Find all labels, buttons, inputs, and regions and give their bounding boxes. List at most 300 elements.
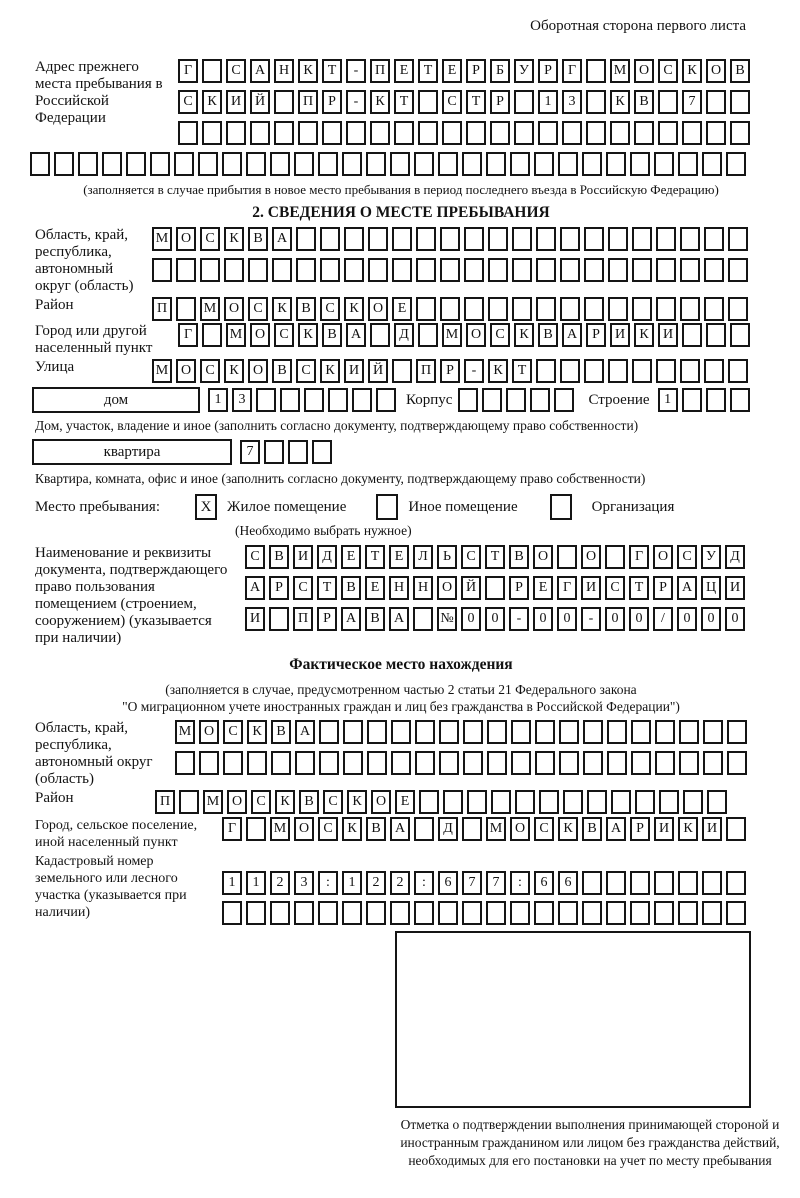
checkbox-zhiloe-pomeshchenie[interactable]: X xyxy=(195,494,217,520)
char-box[interactable] xyxy=(288,440,308,464)
char-box[interactable]: - xyxy=(346,59,366,83)
char-box[interactable]: К xyxy=(682,59,702,83)
char-box[interactable] xyxy=(632,258,652,282)
char-box[interactable]: О xyxy=(466,323,486,347)
char-box[interactable]: К xyxy=(224,359,244,383)
char-box[interactable]: 0 xyxy=(677,607,697,631)
char-box[interactable] xyxy=(443,790,463,814)
char-box[interactable] xyxy=(560,297,580,321)
char-box[interactable] xyxy=(659,790,679,814)
char-box[interactable]: / xyxy=(653,607,673,631)
char-box[interactable] xyxy=(392,359,412,383)
char-box[interactable]: - xyxy=(509,607,529,631)
char-box[interactable] xyxy=(560,359,580,383)
char-box[interactable]: К xyxy=(202,90,222,114)
char-box[interactable] xyxy=(442,121,462,145)
char-box[interactable]: М xyxy=(610,59,630,83)
char-box[interactable]: : xyxy=(414,871,434,895)
char-box[interactable] xyxy=(438,152,458,176)
char-box[interactable]: О xyxy=(224,297,244,321)
char-box[interactable] xyxy=(150,152,170,176)
char-box[interactable] xyxy=(312,440,332,464)
char-box[interactable] xyxy=(584,359,604,383)
char-box[interactable] xyxy=(274,90,294,114)
char-box[interactable]: К xyxy=(370,90,390,114)
char-box[interactable]: А xyxy=(272,227,292,251)
char-box[interactable]: Т xyxy=(322,59,342,83)
char-box[interactable]: У xyxy=(701,545,721,569)
char-box[interactable]: С xyxy=(490,323,510,347)
char-box[interactable] xyxy=(679,720,699,744)
char-box[interactable]: А xyxy=(346,323,366,347)
char-box[interactable] xyxy=(175,751,195,775)
char-box[interactable]: П xyxy=(298,90,318,114)
char-box[interactable] xyxy=(376,388,396,412)
char-box[interactable] xyxy=(462,817,482,841)
char-box[interactable]: И xyxy=(702,817,722,841)
char-box[interactable] xyxy=(246,152,266,176)
char-box[interactable] xyxy=(704,297,724,321)
char-box[interactable]: Н xyxy=(274,59,294,83)
char-box[interactable] xyxy=(270,901,290,925)
apartment-type-box[interactable]: квартира xyxy=(32,439,232,465)
char-box[interactable] xyxy=(296,227,316,251)
char-box[interactable]: 6 xyxy=(534,871,554,895)
char-box[interactable] xyxy=(202,121,222,145)
char-box[interactable] xyxy=(679,751,699,775)
char-box[interactable] xyxy=(534,901,554,925)
char-box[interactable] xyxy=(512,258,532,282)
char-box[interactable]: К xyxy=(275,790,295,814)
char-box[interactable]: О xyxy=(368,297,388,321)
char-box[interactable] xyxy=(366,152,386,176)
char-box[interactable] xyxy=(582,152,602,176)
char-box[interactable]: Р xyxy=(538,59,558,83)
char-box[interactable] xyxy=(126,152,146,176)
char-box[interactable]: С xyxy=(534,817,554,841)
char-box[interactable] xyxy=(680,258,700,282)
char-box[interactable] xyxy=(248,258,268,282)
char-box[interactable] xyxy=(514,121,534,145)
char-box[interactable] xyxy=(654,871,674,895)
char-box[interactable] xyxy=(559,720,579,744)
char-box[interactable]: В xyxy=(365,607,385,631)
char-box[interactable]: В xyxy=(582,817,602,841)
char-box[interactable] xyxy=(458,388,478,412)
char-box[interactable] xyxy=(632,227,652,251)
char-box[interactable] xyxy=(198,152,218,176)
char-box[interactable] xyxy=(352,388,372,412)
char-box[interactable]: 1 xyxy=(246,871,266,895)
char-box[interactable]: А xyxy=(677,576,697,600)
char-box[interactable] xyxy=(678,901,698,925)
char-box[interactable] xyxy=(656,297,676,321)
char-box[interactable] xyxy=(655,720,675,744)
char-box[interactable]: О xyxy=(227,790,247,814)
char-box[interactable] xyxy=(658,90,678,114)
char-box[interactable] xyxy=(726,152,746,176)
char-box[interactable] xyxy=(608,297,628,321)
char-box[interactable] xyxy=(514,90,534,114)
char-box[interactable] xyxy=(539,790,559,814)
char-box[interactable] xyxy=(394,121,414,145)
char-box[interactable] xyxy=(536,359,556,383)
char-box[interactable]: С xyxy=(248,297,268,321)
char-box[interactable] xyxy=(414,901,434,925)
char-box[interactable] xyxy=(707,790,727,814)
char-box[interactable] xyxy=(586,59,606,83)
char-box[interactable]: 0 xyxy=(461,607,481,631)
char-box[interactable]: А xyxy=(245,576,265,600)
char-box[interactable]: О xyxy=(248,359,268,383)
char-box[interactable]: К xyxy=(224,227,244,251)
char-box[interactable] xyxy=(390,152,410,176)
char-box[interactable] xyxy=(682,388,702,412)
char-box[interactable] xyxy=(530,388,550,412)
char-box[interactable] xyxy=(319,720,339,744)
char-box[interactable]: 0 xyxy=(701,607,721,631)
char-box[interactable]: В xyxy=(634,90,654,114)
char-box[interactable] xyxy=(246,901,266,925)
char-box[interactable] xyxy=(320,258,340,282)
char-box[interactable] xyxy=(274,121,294,145)
char-box[interactable] xyxy=(515,790,535,814)
char-box[interactable] xyxy=(630,152,650,176)
char-box[interactable]: П xyxy=(155,790,175,814)
char-box[interactable]: 2 xyxy=(270,871,290,895)
char-box[interactable] xyxy=(608,258,628,282)
char-box[interactable]: О xyxy=(653,545,673,569)
char-box[interactable]: И xyxy=(226,90,246,114)
char-box[interactable]: Т xyxy=(485,545,505,569)
char-box[interactable]: В xyxy=(366,817,386,841)
char-box[interactable]: О xyxy=(294,817,314,841)
char-box[interactable] xyxy=(510,901,530,925)
char-box[interactable] xyxy=(606,871,626,895)
char-box[interactable] xyxy=(587,790,607,814)
char-box[interactable]: М xyxy=(226,323,246,347)
char-box[interactable] xyxy=(563,790,583,814)
char-box[interactable] xyxy=(560,258,580,282)
char-box[interactable]: Р xyxy=(440,359,460,383)
char-box[interactable]: 0 xyxy=(533,607,553,631)
char-box[interactable]: О xyxy=(510,817,530,841)
char-box[interactable]: Г xyxy=(178,59,198,83)
char-box[interactable] xyxy=(78,152,98,176)
house-type-box[interactable]: дом xyxy=(32,387,200,413)
char-box[interactable] xyxy=(557,545,577,569)
char-box[interactable]: К xyxy=(272,297,292,321)
char-box[interactable] xyxy=(280,388,300,412)
char-box[interactable]: И xyxy=(344,359,364,383)
char-box[interactable]: С xyxy=(320,297,340,321)
char-box[interactable] xyxy=(439,751,459,775)
char-box[interactable] xyxy=(294,901,314,925)
char-box[interactable]: К xyxy=(342,817,362,841)
char-box[interactable] xyxy=(415,720,435,744)
char-box[interactable]: К xyxy=(347,790,367,814)
char-box[interactable]: С xyxy=(293,576,313,600)
char-box[interactable] xyxy=(486,152,506,176)
char-box[interactable]: Е xyxy=(341,545,361,569)
char-box[interactable]: О xyxy=(371,790,391,814)
char-box[interactable]: С xyxy=(677,545,697,569)
char-box[interactable]: К xyxy=(610,90,630,114)
char-box[interactable]: 0 xyxy=(629,607,649,631)
char-box[interactable] xyxy=(440,227,460,251)
char-box[interactable] xyxy=(298,121,318,145)
char-box[interactable] xyxy=(486,901,506,925)
char-box[interactable] xyxy=(328,388,348,412)
char-box[interactable] xyxy=(656,258,676,282)
char-box[interactable] xyxy=(490,121,510,145)
char-box[interactable] xyxy=(562,121,582,145)
char-box[interactable]: С xyxy=(200,227,220,251)
char-box[interactable] xyxy=(634,121,654,145)
char-box[interactable]: 1 xyxy=(342,871,362,895)
char-box[interactable]: А xyxy=(389,607,409,631)
char-box[interactable]: М xyxy=(152,359,172,383)
char-box[interactable] xyxy=(414,152,434,176)
char-box[interactable]: К xyxy=(298,59,318,83)
char-box[interactable] xyxy=(730,121,750,145)
char-box[interactable] xyxy=(678,871,698,895)
char-box[interactable] xyxy=(368,227,388,251)
char-box[interactable] xyxy=(304,388,324,412)
char-box[interactable]: - xyxy=(346,90,366,114)
char-box[interactable] xyxy=(320,227,340,251)
char-box[interactable] xyxy=(439,720,459,744)
char-box[interactable] xyxy=(534,152,554,176)
char-box[interactable] xyxy=(584,297,604,321)
char-box[interactable] xyxy=(583,720,603,744)
char-box[interactable] xyxy=(202,59,222,83)
char-box[interactable]: М xyxy=(200,297,220,321)
char-box[interactable] xyxy=(704,359,724,383)
char-box[interactable] xyxy=(440,297,460,321)
char-box[interactable] xyxy=(269,607,289,631)
char-box[interactable] xyxy=(706,323,726,347)
char-box[interactable]: А xyxy=(250,59,270,83)
char-box[interactable]: 6 xyxy=(558,871,578,895)
char-box[interactable]: К xyxy=(344,297,364,321)
char-box[interactable]: О xyxy=(706,59,726,83)
char-box[interactable] xyxy=(342,901,362,925)
char-box[interactable]: 0 xyxy=(557,607,577,631)
char-box[interactable] xyxy=(178,121,198,145)
char-box[interactable] xyxy=(488,297,508,321)
char-box[interactable] xyxy=(506,388,526,412)
char-box[interactable]: Д xyxy=(317,545,337,569)
char-box[interactable] xyxy=(706,388,726,412)
char-box[interactable] xyxy=(728,359,748,383)
char-box[interactable] xyxy=(654,152,674,176)
char-box[interactable] xyxy=(703,751,723,775)
char-box[interactable]: Е xyxy=(394,59,414,83)
char-box[interactable] xyxy=(536,297,556,321)
char-box[interactable] xyxy=(683,790,703,814)
char-box[interactable] xyxy=(102,152,122,176)
char-box[interactable] xyxy=(223,751,243,775)
char-box[interactable] xyxy=(706,121,726,145)
char-box[interactable] xyxy=(586,121,606,145)
char-box[interactable]: В xyxy=(538,323,558,347)
char-box[interactable]: А xyxy=(562,323,582,347)
char-box[interactable] xyxy=(727,751,747,775)
char-box[interactable] xyxy=(726,901,746,925)
char-box[interactable] xyxy=(464,297,484,321)
char-box[interactable] xyxy=(391,720,411,744)
char-box[interactable] xyxy=(655,751,675,775)
char-box[interactable]: Т xyxy=(512,359,532,383)
char-box[interactable] xyxy=(418,121,438,145)
char-box[interactable]: Р xyxy=(490,90,510,114)
char-box[interactable]: Й xyxy=(368,359,388,383)
char-box[interactable]: Р xyxy=(317,607,337,631)
char-box[interactable] xyxy=(703,720,723,744)
char-box[interactable]: К xyxy=(678,817,698,841)
char-box[interactable] xyxy=(702,901,722,925)
char-box[interactable] xyxy=(512,227,532,251)
char-box[interactable] xyxy=(199,751,219,775)
char-box[interactable]: О xyxy=(199,720,219,744)
char-box[interactable]: И xyxy=(725,576,745,600)
char-box[interactable]: Д xyxy=(394,323,414,347)
char-box[interactable] xyxy=(418,323,438,347)
char-box[interactable]: Н xyxy=(413,576,433,600)
char-box[interactable]: Г xyxy=(557,576,577,600)
char-box[interactable] xyxy=(535,720,555,744)
char-box[interactable] xyxy=(467,790,487,814)
char-box[interactable]: 0 xyxy=(725,607,745,631)
char-box[interactable]: Д xyxy=(438,817,458,841)
char-box[interactable]: Р xyxy=(586,323,606,347)
char-box[interactable] xyxy=(706,90,726,114)
char-box[interactable]: О xyxy=(176,227,196,251)
char-box[interactable]: 6 xyxy=(438,871,458,895)
char-box[interactable]: С xyxy=(245,545,265,569)
char-box[interactable]: П xyxy=(370,59,390,83)
char-box[interactable] xyxy=(682,323,702,347)
char-box[interactable] xyxy=(632,359,652,383)
char-box[interactable]: Г xyxy=(562,59,582,83)
char-box[interactable]: Й xyxy=(461,576,481,600)
char-box[interactable]: С xyxy=(274,323,294,347)
char-box[interactable] xyxy=(176,258,196,282)
char-box[interactable]: Т xyxy=(629,576,649,600)
char-box[interactable]: В xyxy=(299,790,319,814)
char-box[interactable] xyxy=(247,751,267,775)
char-box[interactable]: М xyxy=(175,720,195,744)
char-box[interactable]: Е xyxy=(392,297,412,321)
char-box[interactable]: С xyxy=(658,59,678,83)
char-box[interactable] xyxy=(702,152,722,176)
char-box[interactable]: В xyxy=(269,545,289,569)
confirmation-stamp-box[interactable] xyxy=(395,931,751,1108)
char-box[interactable]: Й xyxy=(250,90,270,114)
char-box[interactable]: А xyxy=(606,817,626,841)
char-box[interactable] xyxy=(462,901,482,925)
char-box[interactable]: М xyxy=(486,817,506,841)
char-box[interactable] xyxy=(202,323,222,347)
char-box[interactable]: 7 xyxy=(682,90,702,114)
char-box[interactable] xyxy=(222,152,242,176)
char-box[interactable] xyxy=(538,121,558,145)
char-box[interactable] xyxy=(510,152,530,176)
char-box[interactable] xyxy=(558,901,578,925)
char-box[interactable] xyxy=(560,227,580,251)
char-box[interactable]: В xyxy=(322,323,342,347)
char-box[interactable]: О xyxy=(533,545,553,569)
char-box[interactable] xyxy=(463,720,483,744)
char-box[interactable] xyxy=(487,751,507,775)
char-box[interactable] xyxy=(463,751,483,775)
char-box[interactable]: С xyxy=(461,545,481,569)
char-box[interactable] xyxy=(680,297,700,321)
char-box[interactable] xyxy=(704,227,724,251)
char-box[interactable] xyxy=(487,720,507,744)
char-box[interactable]: - xyxy=(464,359,484,383)
char-box[interactable] xyxy=(30,152,50,176)
char-box[interactable]: С xyxy=(223,720,243,744)
char-box[interactable]: С xyxy=(442,90,462,114)
char-box[interactable] xyxy=(342,152,362,176)
char-box[interactable] xyxy=(222,901,242,925)
char-box[interactable]: Р xyxy=(269,576,289,600)
char-box[interactable] xyxy=(226,121,246,145)
char-box[interactable]: С xyxy=(200,359,220,383)
char-box[interactable]: А xyxy=(295,720,315,744)
char-box[interactable] xyxy=(200,258,220,282)
char-box[interactable] xyxy=(270,152,290,176)
char-box[interactable] xyxy=(727,720,747,744)
char-box[interactable]: В xyxy=(341,576,361,600)
char-box[interactable] xyxy=(635,790,655,814)
char-box[interactable]: Р xyxy=(466,59,486,83)
char-box[interactable]: Т xyxy=(466,90,486,114)
char-box[interactable] xyxy=(606,152,626,176)
char-box[interactable]: 3 xyxy=(232,388,252,412)
char-box[interactable] xyxy=(611,790,631,814)
char-box[interactable] xyxy=(250,121,270,145)
char-box[interactable] xyxy=(418,90,438,114)
char-box[interactable] xyxy=(630,901,650,925)
char-box[interactable] xyxy=(726,817,746,841)
char-box[interactable]: М xyxy=(442,323,462,347)
char-box[interactable] xyxy=(438,901,458,925)
char-box[interactable]: М xyxy=(203,790,223,814)
char-box[interactable] xyxy=(295,751,315,775)
char-box[interactable] xyxy=(728,297,748,321)
char-box[interactable]: В xyxy=(296,297,316,321)
char-box[interactable] xyxy=(488,258,508,282)
char-box[interactable] xyxy=(343,720,363,744)
char-box[interactable]: Р xyxy=(322,90,342,114)
char-box[interactable] xyxy=(607,720,627,744)
char-box[interactable] xyxy=(682,121,702,145)
char-box[interactable] xyxy=(608,359,628,383)
char-box[interactable]: 7 xyxy=(240,440,260,464)
char-box[interactable] xyxy=(536,258,556,282)
char-box[interactable] xyxy=(391,751,411,775)
char-box[interactable] xyxy=(296,258,316,282)
char-box[interactable] xyxy=(264,440,284,464)
char-box[interactable] xyxy=(511,751,531,775)
char-box[interactable]: Г xyxy=(629,545,649,569)
char-box[interactable] xyxy=(702,871,722,895)
char-box[interactable]: К xyxy=(634,323,654,347)
char-box[interactable]: Ц xyxy=(701,576,721,600)
